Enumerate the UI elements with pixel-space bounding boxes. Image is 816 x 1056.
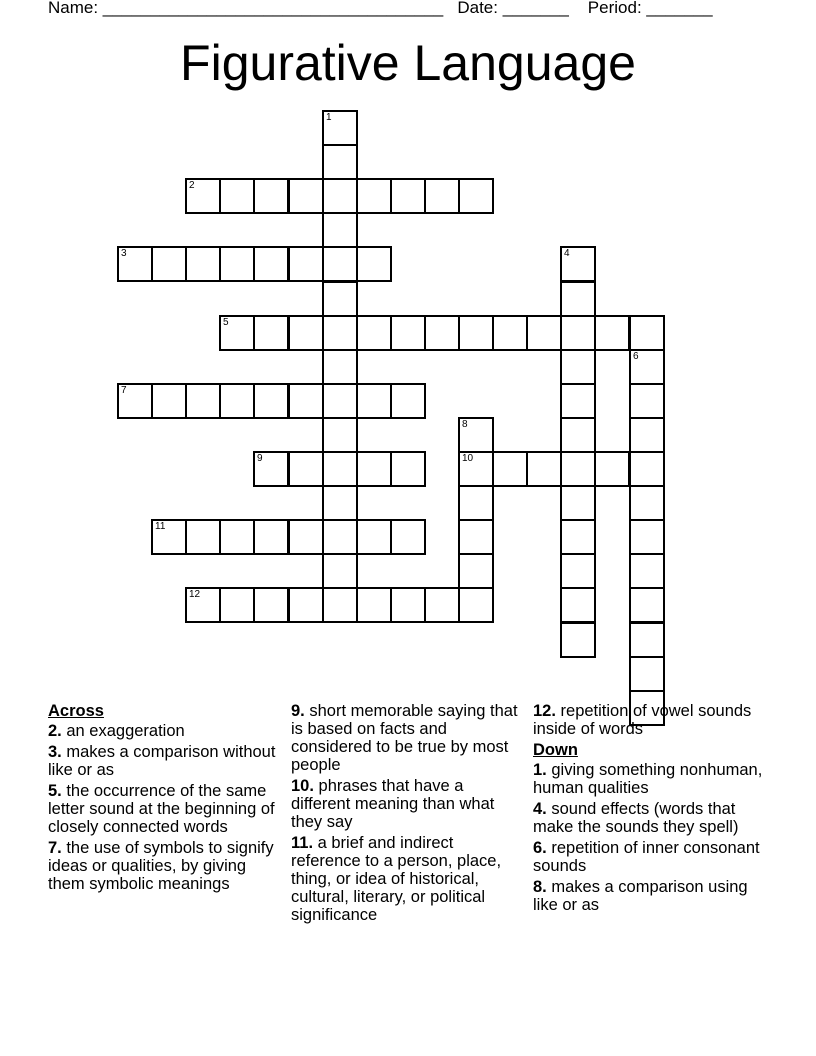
crossword-cell[interactable] <box>560 622 596 658</box>
clue-down-1: 1. giving something nonhuman, human qualities <box>533 761 763 797</box>
crossword-cell[interactable] <box>458 417 494 453</box>
crossword-cell[interactable] <box>322 212 358 248</box>
crossword-cell[interactable] <box>253 451 289 487</box>
clue-number: 5 <box>223 317 229 328</box>
crossword-cell[interactable] <box>322 451 358 487</box>
crossword-cell[interactable] <box>322 315 358 351</box>
crossword-cell[interactable] <box>629 485 665 521</box>
crossword-cell[interactable] <box>629 656 665 692</box>
crossword-cell[interactable] <box>185 383 221 419</box>
crossword-cell[interactable] <box>424 587 460 623</box>
crossword-cell[interactable] <box>458 451 494 487</box>
clue-number: 1 <box>326 112 332 123</box>
crossword-cell[interactable] <box>322 246 358 282</box>
crossword-cell[interactable] <box>560 519 596 555</box>
crossword-cell[interactable] <box>219 178 255 214</box>
crossword-cell[interactable] <box>560 451 596 487</box>
crossword-cell[interactable] <box>356 383 392 419</box>
down-heading: Down <box>533 741 578 759</box>
crossword-cell[interactable] <box>322 178 358 214</box>
crossword-cell[interactable] <box>492 315 528 351</box>
clue-number: 2 <box>189 180 195 191</box>
clues-column-1 <box>48 702 283 896</box>
crossword-cell[interactable] <box>288 178 324 214</box>
crossword-cell[interactable] <box>185 178 221 214</box>
clue-down-4: 4. sound effects (words that make the sounds they spell) <box>533 800 739 836</box>
crossword-cell[interactable] <box>322 281 358 317</box>
crossword-cell[interactable] <box>560 246 596 282</box>
crossword-cell[interactable] <box>253 587 289 623</box>
crossword-cell[interactable] <box>390 383 426 419</box>
crossword-cell[interactable] <box>356 451 392 487</box>
crossword-cell[interactable] <box>492 451 528 487</box>
crossword-cell[interactable] <box>356 246 392 282</box>
clue-across-12: 12. repetition of vowel sounds inside of words <box>533 702 752 738</box>
crossword-cell[interactable] <box>560 417 596 453</box>
crossword-cell[interactable] <box>629 417 665 453</box>
across-heading: Across <box>48 702 104 720</box>
crossword-cell[interactable] <box>526 451 562 487</box>
crossword-cell[interactable] <box>253 315 289 351</box>
worksheet-header <box>48 0 713 18</box>
clue-across-10: 10. phrases that have a different meaning than what they say <box>291 777 495 831</box>
crossword-cell[interactable] <box>458 587 494 623</box>
clue-number: 11 <box>155 521 166 532</box>
clue-number: 12 <box>189 589 201 600</box>
crossword-cell[interactable] <box>526 315 562 351</box>
crossword-cell[interactable] <box>356 178 392 214</box>
crossword-cell[interactable] <box>629 622 665 658</box>
crossword-cell[interactable] <box>560 587 596 623</box>
crossword-cell[interactable] <box>629 383 665 419</box>
crossword-cell[interactable] <box>390 315 426 351</box>
crossword-cell[interactable] <box>629 451 665 487</box>
crossword-cell[interactable] <box>594 451 630 487</box>
name-field[interactable]: Name: ____________________________________ <box>48 0 444 17</box>
crossword-cell[interactable] <box>288 519 324 555</box>
crossword-cell[interactable] <box>219 315 255 351</box>
page-title: Figurative Language <box>180 35 636 91</box>
crossword-cell[interactable] <box>288 246 324 282</box>
crossword-cell[interactable] <box>322 417 358 453</box>
clue-across-9: 9. short memorable saying that is based on facts and considered to be true by most people <box>291 702 518 774</box>
clue-number: 4 <box>564 248 570 259</box>
clue-number: 8 <box>462 419 468 430</box>
crossword-cell[interactable] <box>629 519 665 555</box>
crossword-cell[interactable] <box>253 519 289 555</box>
crossword-cell[interactable] <box>629 587 665 623</box>
crossword-cell[interactable] <box>288 451 324 487</box>
clue-number: 10 <box>462 453 474 464</box>
crossword-cell[interactable] <box>288 383 324 419</box>
crossword-cell[interactable] <box>322 349 358 385</box>
crossword-cell[interactable] <box>560 553 596 589</box>
crossword-cell[interactable] <box>151 383 187 419</box>
clues-column-3 <box>533 702 773 917</box>
crossword-cell[interactable] <box>288 315 324 351</box>
crossword-cell[interactable] <box>458 315 494 351</box>
crossword-cell[interactable] <box>560 315 596 351</box>
crossword-cell[interactable] <box>356 587 392 623</box>
clue-across-11: 11. a brief and indirect reference to a person, place, thing, or idea of historical, cultural, literary, or political significance <box>291 834 502 924</box>
crossword-cell[interactable] <box>253 178 289 214</box>
crossword-cell[interactable] <box>424 178 460 214</box>
crossword-cell[interactable] <box>219 383 255 419</box>
clue-across-3: 3. makes a comparison without like or as <box>48 743 276 779</box>
clue-number: 7 <box>121 385 127 396</box>
crossword-cell[interactable] <box>185 246 221 282</box>
crossword-cell[interactable] <box>356 519 392 555</box>
crossword-cell[interactable] <box>560 349 596 385</box>
crossword-cell[interactable] <box>322 144 358 180</box>
crossword-cell[interactable] <box>458 519 494 555</box>
crossword-cell[interactable] <box>322 383 358 419</box>
crossword-cell[interactable] <box>390 587 426 623</box>
crossword-cell[interactable] <box>390 519 426 555</box>
clue-across-5: 5. the occurrence of the same letter sound at the beginning of closely connected words <box>48 782 275 836</box>
crossword-cell[interactable] <box>322 110 358 146</box>
crossword-cell[interactable] <box>629 553 665 589</box>
crossword-cell[interactable] <box>322 519 358 555</box>
crossword-cell[interactable] <box>219 246 255 282</box>
crossword-cell[interactable] <box>151 246 187 282</box>
crossword-cell[interactable] <box>390 451 426 487</box>
crossword-cell[interactable] <box>253 383 289 419</box>
crossword-cell[interactable] <box>560 485 596 521</box>
crossword-cell[interactable] <box>560 281 596 317</box>
clue-number: 9 <box>257 453 263 464</box>
clue-number: 3 <box>121 248 127 259</box>
clue-across-2: 2. an exaggeration <box>48 722 185 740</box>
crossword-cell[interactable] <box>185 587 221 623</box>
clue-across-7: 7. the use of symbols to signify ideas or qualities, by giving them symbolic meanings <box>48 839 274 893</box>
period-field[interactable]: Period: _______ <box>587 0 713 17</box>
clue-down-6: 6. repetition of inner consonant sounds <box>533 839 760 875</box>
crossword-cell[interactable] <box>629 349 665 385</box>
crossword-cell[interactable] <box>219 519 255 555</box>
date-field[interactable]: Date: _______ <box>457 0 569 17</box>
crossword-cell[interactable] <box>629 315 665 351</box>
clues-column-2 <box>291 702 526 927</box>
crossword-cell[interactable] <box>322 587 358 623</box>
clue-number: 6 <box>633 351 639 362</box>
crossword-cell[interactable] <box>458 485 494 521</box>
crossword-cell[interactable] <box>356 315 392 351</box>
clue-down-8: 8. makes a comparison using like or as <box>533 878 748 914</box>
crossword-cell[interactable] <box>560 383 596 419</box>
crossword-cell[interactable] <box>288 587 324 623</box>
crossword-cell[interactable] <box>594 315 630 351</box>
crossword-cell[interactable] <box>322 485 358 521</box>
crossword-cell[interactable] <box>424 315 460 351</box>
crossword-cell[interactable] <box>322 553 358 589</box>
crossword-cell[interactable] <box>458 178 494 214</box>
crossword-cell[interactable] <box>458 553 494 589</box>
crossword-cell[interactable] <box>219 587 255 623</box>
crossword-cell[interactable] <box>185 519 221 555</box>
crossword-cell[interactable] <box>390 178 426 214</box>
crossword-cell[interactable] <box>117 246 153 282</box>
crossword-cell[interactable] <box>253 246 289 282</box>
crossword-cell[interactable] <box>151 519 187 555</box>
crossword-cell[interactable] <box>117 383 153 419</box>
